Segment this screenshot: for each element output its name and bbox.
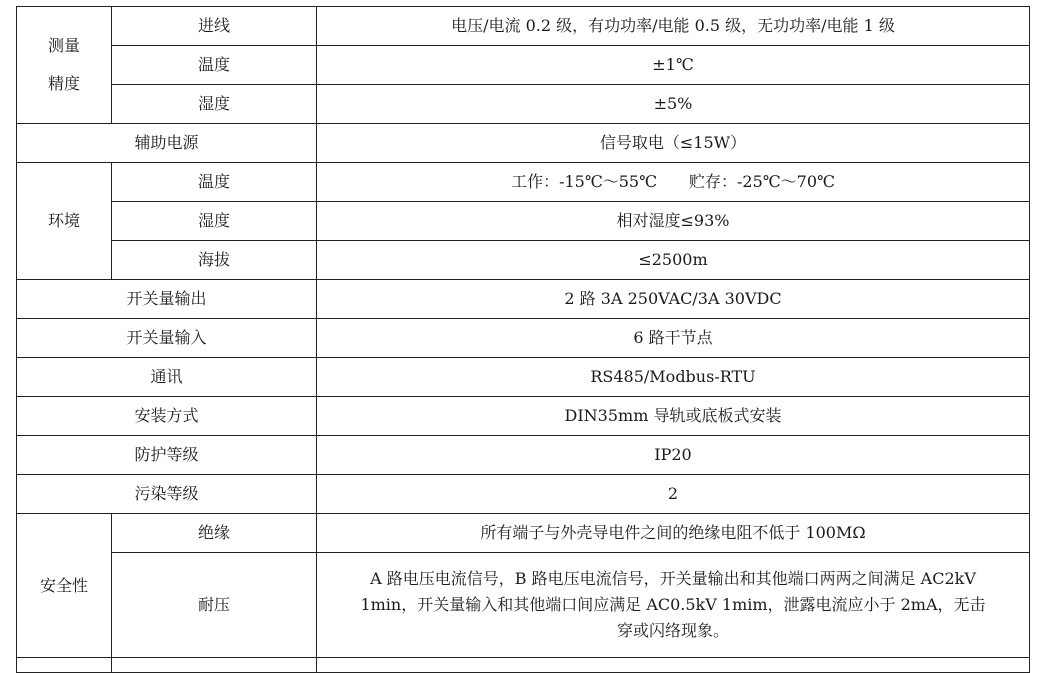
row-value: 2 路 3A 250VAC/3A 30VDC bbox=[317, 280, 1030, 319]
row-value: DIN35mm 导轨或底板式安装 bbox=[317, 397, 1030, 436]
paragraph-line: A 路电压电流信号，B 路电压电流信号，开关量输出和其他端口两两之间满足 AC2kV bbox=[370, 569, 976, 588]
table-row bbox=[17, 475, 1030, 514]
table-row bbox=[17, 241, 1030, 280]
row-label: 进线 bbox=[112, 7, 317, 46]
category-cell-environment: 环境 bbox=[17, 163, 112, 280]
row-label: 辅助电源 bbox=[17, 124, 317, 163]
paragraph-line: 1min，开关量输入和其他端口间应满足 AC0.5kV 1mim，泄露电流应小于 2mA，无击 bbox=[360, 595, 986, 614]
table-row bbox=[17, 553, 1030, 658]
row-value: 相对湿度≤93% bbox=[317, 202, 1030, 241]
row-label: 污染等级 bbox=[17, 475, 317, 514]
category-label-line2: 精度 bbox=[47, 74, 80, 93]
empty-cell bbox=[317, 658, 1030, 673]
row-value: 信号取电（≤15W） bbox=[317, 124, 1030, 163]
table-row bbox=[17, 514, 1030, 553]
row-label: 湿度 bbox=[112, 202, 317, 241]
table-row bbox=[17, 397, 1030, 436]
row-value: RS485/Modbus-RTU bbox=[317, 358, 1030, 397]
spec-table bbox=[16, 6, 1030, 673]
row-value: 所有端子与外壳导电件之间的绝缘电阻不低于 100MΩ bbox=[317, 514, 1030, 553]
row-label: 温度 bbox=[112, 46, 317, 85]
table-row bbox=[17, 46, 1030, 85]
row-label: 通讯 bbox=[17, 358, 317, 397]
table-row bbox=[17, 358, 1030, 397]
row-label: 湿度 bbox=[112, 85, 317, 124]
row-value-paragraph bbox=[317, 553, 1030, 658]
paragraph-line: 穿或闪络现象。 bbox=[616, 621, 729, 640]
row-label: 安装方式 bbox=[17, 397, 317, 436]
row-label: 海拔 bbox=[112, 241, 317, 280]
row-label: 绝缘 bbox=[112, 514, 317, 553]
table-row bbox=[17, 163, 1030, 202]
table-row bbox=[17, 124, 1030, 163]
row-value: ±1℃ bbox=[317, 46, 1030, 85]
row-value: 6 路干节点 bbox=[317, 319, 1030, 358]
row-label: 耐压 bbox=[112, 553, 317, 658]
table-row bbox=[17, 202, 1030, 241]
row-label: 防护等级 bbox=[17, 436, 317, 475]
row-label: 温度 bbox=[112, 163, 317, 202]
row-value: ±5% bbox=[317, 85, 1030, 124]
row-value: IP20 bbox=[317, 436, 1030, 475]
row-value: 工作：-15℃～55℃ 贮存：-25℃～70℃ bbox=[317, 163, 1030, 202]
empty-cell bbox=[17, 658, 112, 673]
row-value: ≤2500m bbox=[317, 241, 1030, 280]
table-row bbox=[17, 280, 1030, 319]
category-cell-safety: 安全性 bbox=[17, 514, 112, 658]
table-row bbox=[17, 319, 1030, 358]
row-label: 开关量输出 bbox=[17, 280, 317, 319]
table-row-partial bbox=[17, 658, 1030, 673]
table-row bbox=[17, 436, 1030, 475]
table-row bbox=[17, 85, 1030, 124]
row-label: 开关量输入 bbox=[17, 319, 317, 358]
category-cell-measure-accuracy bbox=[17, 7, 112, 124]
row-value: 电压/电流 0.2 级，有功功率/电能 0.5 级，无功功率/电能 1 级 bbox=[317, 7, 1030, 46]
empty-cell bbox=[112, 658, 317, 673]
row-value: 2 bbox=[317, 475, 1030, 514]
table-row bbox=[17, 7, 1030, 46]
category-label-line1: 测量 bbox=[47, 36, 80, 55]
